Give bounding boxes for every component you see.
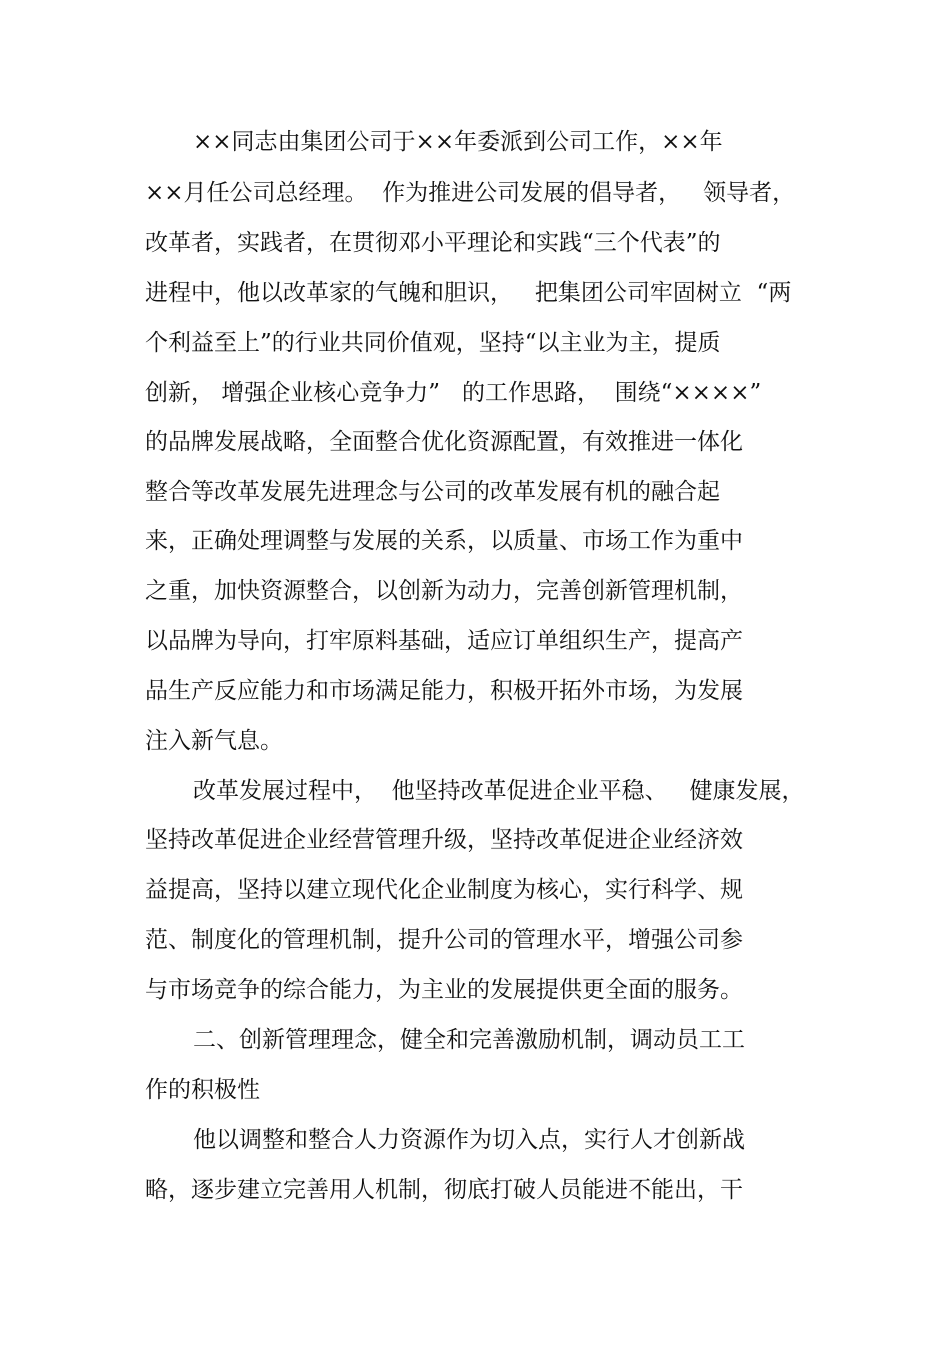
paragraph-1-line-8: 整合等改革发展先进理念与公司的改革发展有机的融合起 bbox=[145, 479, 720, 505]
paragraph-1-line-10: 之重，加快资源整合，以创新为动力，完善创新管理机制， bbox=[145, 578, 743, 604]
paragraph-2-line-2: 坚持改革促进企业经营管理升级，坚持改革促进企业经济效 bbox=[145, 827, 743, 853]
paragraph-1-line-4: 进程中，他以改革家的气魄和胆识， 把集团公司牢固树立 “两 bbox=[145, 280, 792, 306]
section-heading-line-1: 二、创新管理理念，健全和完善激励机制，调动员工工 bbox=[193, 1027, 745, 1053]
section-heading-line-2: 作的积极性 bbox=[145, 1077, 260, 1103]
paragraph-1-line-6: 创新， 增强企业核心竞争力” 的工作思路， 围绕“××××” bbox=[145, 380, 762, 406]
paragraph-2-line-3: 益提高，坚持以建立现代化企业制度为核心，实行科学、规 bbox=[145, 877, 743, 903]
paragraph-1-line-1: ××同志由集团公司于××年委派到公司工作，××年 bbox=[193, 129, 723, 155]
paragraph-1-line-12: 品生产反应能力和市场满足能力，积极开拓外市场，为发展 bbox=[145, 678, 743, 704]
paragraph-1-line-11: 以品牌为导向，打牢原料基础，适应订单组织生产，提高产 bbox=[145, 628, 743, 654]
paragraph-2-line-1: 改革发展过程中， 他坚持改革促进企业平稳、 健康发展， bbox=[193, 778, 805, 804]
paragraph-4-line-2: 略，逐步建立完善用人机制，彻底打破人员能进不能出，干 bbox=[145, 1177, 743, 1203]
paragraph-1-line-3: 改革者，实践者，在贯彻邓小平理论和实践“三个代表”的 bbox=[145, 230, 721, 256]
paragraph-1-line-9: 来，正确处理调整与发展的关系，以质量、市场工作为重中 bbox=[145, 528, 743, 554]
paragraph-2-line-4: 范、制度化的管理机制，提升公司的管理水平，增强公司参 bbox=[145, 927, 743, 953]
paragraph-1-line-13: 注入新气息。 bbox=[145, 728, 283, 754]
paragraph-1-line-7: 的品牌发展战略，全面整合优化资源配置，有效推进一体化 bbox=[145, 429, 743, 455]
paragraph-1-line-2: ××月任公司总经理。 作为推进公司发展的倡导者， 领导者， bbox=[145, 180, 796, 206]
paragraph-1-line-5: 个利益至上”的行业共同价值观，坚持“以主业为主，提质 bbox=[145, 330, 721, 356]
paragraph-4-line-1: 他以调整和整合人力资源作为切入点，实行人才创新战 bbox=[193, 1127, 745, 1153]
paragraph-2-line-5: 与市场竞争的综合能力，为主业的发展提供更全面的服务。 bbox=[145, 977, 743, 1003]
